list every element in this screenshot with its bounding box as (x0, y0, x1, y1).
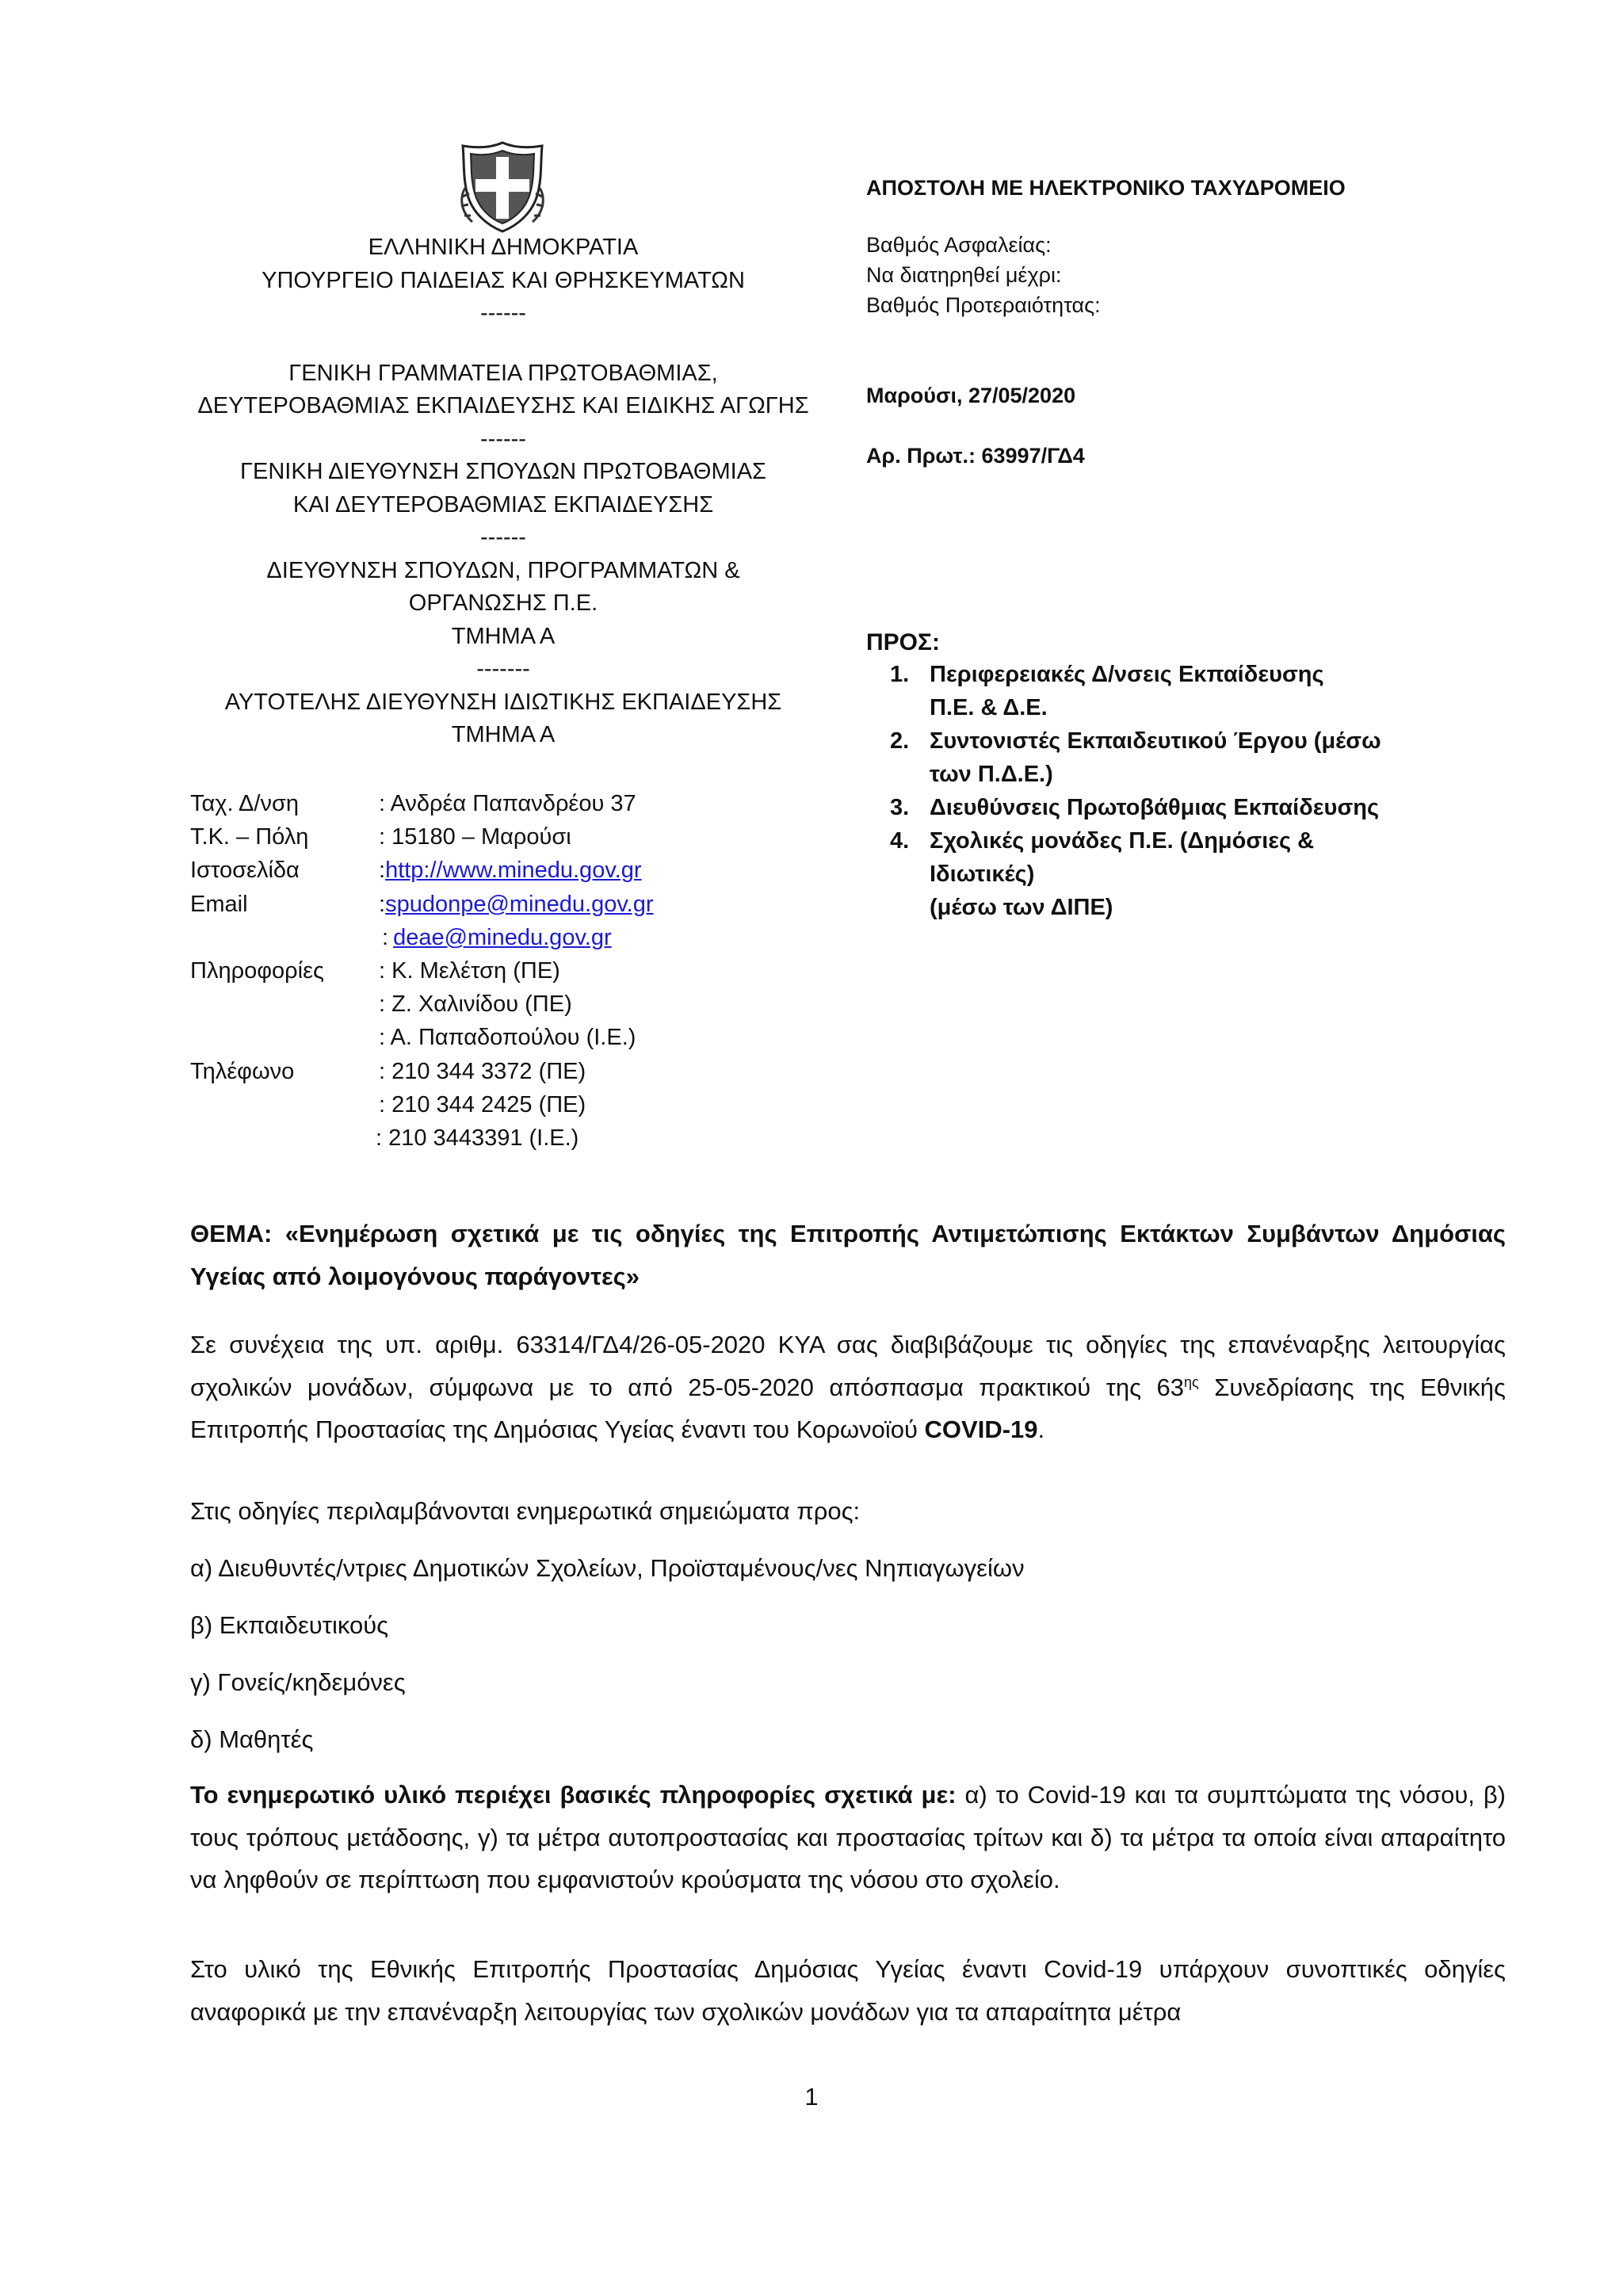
email-link[interactable]: spudonpe@minedu.gov.gr (385, 891, 654, 917)
header-line: ------- (476, 656, 530, 682)
page-number: 1 (804, 2083, 819, 2111)
header-line: ΔΕΥΤΕΡΟΒΑΘΜΙΑΣ ΕΚΠΑΙΔΕΥΣΗΣ ΚΑΙ ΕΙΔΙΚΗΣ ΑΓΩΓΗΣ (197, 393, 809, 418)
paragraph-text: Συνεδρίασης της Εθνικής Επιτροπής Προστασίας της Δημόσιας Υγείας έναντι του Κορωνοϊού (190, 1373, 1506, 1443)
paragraph-text: . (1037, 1415, 1045, 1443)
recipient-number: 2. (890, 728, 910, 754)
recipient-item (866, 824, 1532, 924)
document-date: Μαρούσι, 27/05/2020 (866, 384, 1076, 407)
contact-row (190, 954, 654, 988)
phone-value: : 210 344 2425 (ΠΕ) (379, 1091, 586, 1117)
email-prefix: : (379, 891, 386, 917)
keep-until: Να διατηρηθεί μέχρι: (866, 263, 1062, 287)
recipient-number: 4. (890, 828, 910, 854)
issuing-authority-header (166, 231, 840, 752)
recipient-line: Διευθύνσεις Πρωτοβάθμιας Εκπαίδευσης (930, 795, 1380, 820)
header-line: ΕΛΛΗΝΙΚΗ ΔΗΜΟΚΡΑΤΙΑ (368, 235, 639, 260)
recipients-list (866, 658, 1532, 924)
list-item: β) Εκπαιδευτικούς (190, 1611, 389, 1639)
recipient-line: Π.Ε. & Δ.Ε. (930, 695, 1048, 720)
recipient-line: Σχολικές μονάδες Π.Ε. (Δημόσιες & (930, 828, 1315, 854)
body-paragraph: Στις οδηγίες περιλαμβάνονται ενημερωτικά σημειώματα προς: (190, 1497, 861, 1525)
contact-row (190, 787, 654, 820)
phone-label: Τηλέφωνο (190, 1058, 295, 1084)
phone-value: : 210 344 3372 (ΠΕ) (379, 1058, 586, 1084)
list-item: γ) Γονείς/κηδεμόνες (190, 1668, 406, 1696)
contact-row (190, 854, 654, 887)
covid-label: COVID-19 (924, 1415, 1038, 1443)
empty-label (190, 921, 379, 954)
body-paragraph: Στο υλικό της Εθνικής Επιτροπής Προστασίας Δημόσιας Υγείας έναντι Covid-19 υπάρχουν συνοπτικές οδηγίες αναφορικά με την επανέναρξη λειτουργίας των σχολικών μονάδων για τα απαραίτητα μέτρα (190, 1955, 1506, 2026)
recipient-line: των Π.Δ.Ε.) (930, 762, 1053, 787)
contact-row (190, 888, 654, 921)
recipient-note: (μέσω των ΔΙΠΕ) (930, 895, 1113, 920)
website-label: Ιστοσελίδα (190, 858, 300, 884)
recipient-item (866, 724, 1532, 791)
subject-line: ΘΕΜΑ: «Ενημέρωση σχετικά με τις οδηγίες της Επιτροπής Αντιμετώπισης Εκτάκτων Συμβάντων Δημόσιας Υγείας από λοιμογόνους παράγοντες» (190, 1220, 1506, 1290)
paragraph-lead: Το ενημερωτικό υλικό περιέχει βασικές πληροφορίες σχετικά με: (190, 1781, 957, 1809)
header-line: ΔΙΕΥΘΥΝΣΗ ΣΠΟΥΔΩΝ, ΠΡΟΓΡΑΜΜΑΤΩΝ & (266, 557, 740, 583)
recipient-line: Συντονιστές Εκπαιδευτικού Έργου (μέσω (930, 728, 1381, 754)
contact-row (190, 820, 654, 854)
empty-label (190, 1121, 376, 1155)
recipient-number: 3. (890, 795, 910, 820)
contact-row (190, 921, 654, 954)
header-line: ΓΕΝΙΚΗ ΓΡΑΜΜΑΤΕΙΑ ΠΡΩΤΟΒΑΘΜΙΑΣ, (288, 360, 718, 386)
recipient-line: Περιφερειακές Δ/νσεις Εκπαίδευσης (930, 662, 1324, 687)
contact-row (190, 1021, 654, 1054)
header-line: ------ (480, 426, 526, 452)
email-link[interactable]: deae@minedu.gov.gr (393, 924, 612, 950)
email-label: Email (190, 891, 248, 917)
body-paragraph (190, 1324, 1506, 1451)
empty-label (190, 1021, 379, 1054)
address-value: : Ανδρέα Παπανδρέου 37 (379, 791, 636, 816)
header-line: ΑΥΤΟΤΕΛΗΣ ΔΙΕΥΘΥΝΣΗ ΙΔΙΩΤΙΚΗΣ ΕΚΠΑΙΔΕΥΣΗΣ (224, 689, 782, 715)
header-line: ΤΜΗΜΑ Α (451, 722, 556, 747)
header-line: ------ (480, 300, 526, 326)
security-level: Βαθμός Ασφαλείας: (866, 233, 1052, 257)
header-spacer (166, 330, 840, 357)
website-link[interactable]: http://www.minedu.gov.gr (385, 858, 642, 884)
recipients-label: ΠΡΟΣ: (866, 629, 941, 655)
contact-details (190, 787, 654, 1155)
info-value: : Ζ. Χαλινίδου (ΠΕ) (379, 991, 572, 1018)
greek-emblem-icon (455, 139, 550, 235)
contact-row (190, 988, 654, 1021)
phone-value: : 210 3443391 (Ι.Ε.) (376, 1125, 579, 1152)
email-prefix: : (382, 924, 389, 950)
header-line: ΚΑΙ ΔΕΥΤΕΡΟΒΑΘΜΙΑΣ ΕΚΠΑΙΔΕΥΣΗΣ (292, 491, 714, 518)
empty-label (190, 1088, 379, 1121)
website-prefix: : (379, 858, 386, 884)
recipient-line: Ιδιωτικές) (930, 861, 1035, 887)
header-line: ΟΡΓΑΝΩΣΗΣ Π.Ε. (408, 590, 598, 616)
list-item: δ) Μαθητές (190, 1725, 314, 1753)
header-line: ΓΕΝΙΚΗ ΔΙΕΥΘΥΝΣΗ ΣΠΟΥΔΩΝ ΠΡΩΤΟΒΑΘΜΙΑΣ (240, 459, 766, 484)
postcode-value: : 15180 – Μαρούσι (379, 824, 571, 850)
recipient-item (866, 791, 1532, 824)
contact-row (190, 1055, 654, 1088)
recipients-block (866, 626, 1532, 924)
list-item: α) Διευθυντές/ντριες Δημοτικών Σχολείων, Προϊσταμένους/νες Νηπιαγωγείων (190, 1554, 1025, 1582)
info-value: : Κ. Μελέτση (ΠΕ) (379, 958, 560, 984)
dispatch-method: ΑΠΟΣΤΟΛΗ ΜΕ ΗΛΕΚΤΡΟΝΙΚΟ ΤΑΧΥΔΡΟΜΕΙΟ (866, 176, 1346, 200)
empty-label (190, 988, 379, 1021)
paragraph-text: α) το Covid-19 και τα συμπτώματα της νόσου, β) τους τρόπους μετάδοσης, γ) τα μέτρα αυτοπροστασίας και προστασίας τρίτων και δ) τα μέτρα τα οποία είναι απαραίτητο να ληφθούν σε περίπτωση που εμφανιστούν κρούσματα της νόσου στο σχολείο. (190, 1781, 1506, 1893)
header-line: ΥΠΟΥΡΓΕΙΟ ΠΑΙΔΕΙΑΣ ΚΑΙ ΘΡΗΣΚΕΥΜΑΤΩΝ (262, 267, 745, 293)
paragraph-text: Σε συνέχεια της υπ. αριθμ. 63314/ΓΔ4/26-05-2020 ΚΥΑ σας διαβιβάζουμε τις οδηγίες της επανέναρξης λειτουργίας σχολικών μονάδων, σύμφωνα με το από 25-05-2020 απόσπασμα πρακτικού της 63 (190, 1331, 1506, 1401)
address-label: Ταχ. Δ/νση (190, 791, 299, 816)
postcode-label: Τ.Κ. – Πόλη (190, 824, 309, 850)
info-value: : Α. Παπαδοπούλου (Ι.Ε.) (379, 1025, 636, 1051)
recipient-item (866, 658, 1532, 724)
protocol-number: Αρ. Πρωτ.: 63997/ΓΔ4 (866, 444, 1085, 468)
header-line: ------ (480, 525, 526, 550)
header-line: ΤΜΗΜΑ Α (451, 623, 556, 649)
contact-row (190, 1088, 654, 1121)
body-paragraph (190, 1774, 1506, 1901)
recipient-number: 1. (890, 662, 910, 687)
info-label: Πληροφορίες (190, 958, 324, 984)
contact-row (190, 1121, 654, 1155)
ordinal-suffix: ης (1184, 1373, 1199, 1390)
priority-level: Βαθμός Προτεραιότητας: (866, 293, 1101, 317)
